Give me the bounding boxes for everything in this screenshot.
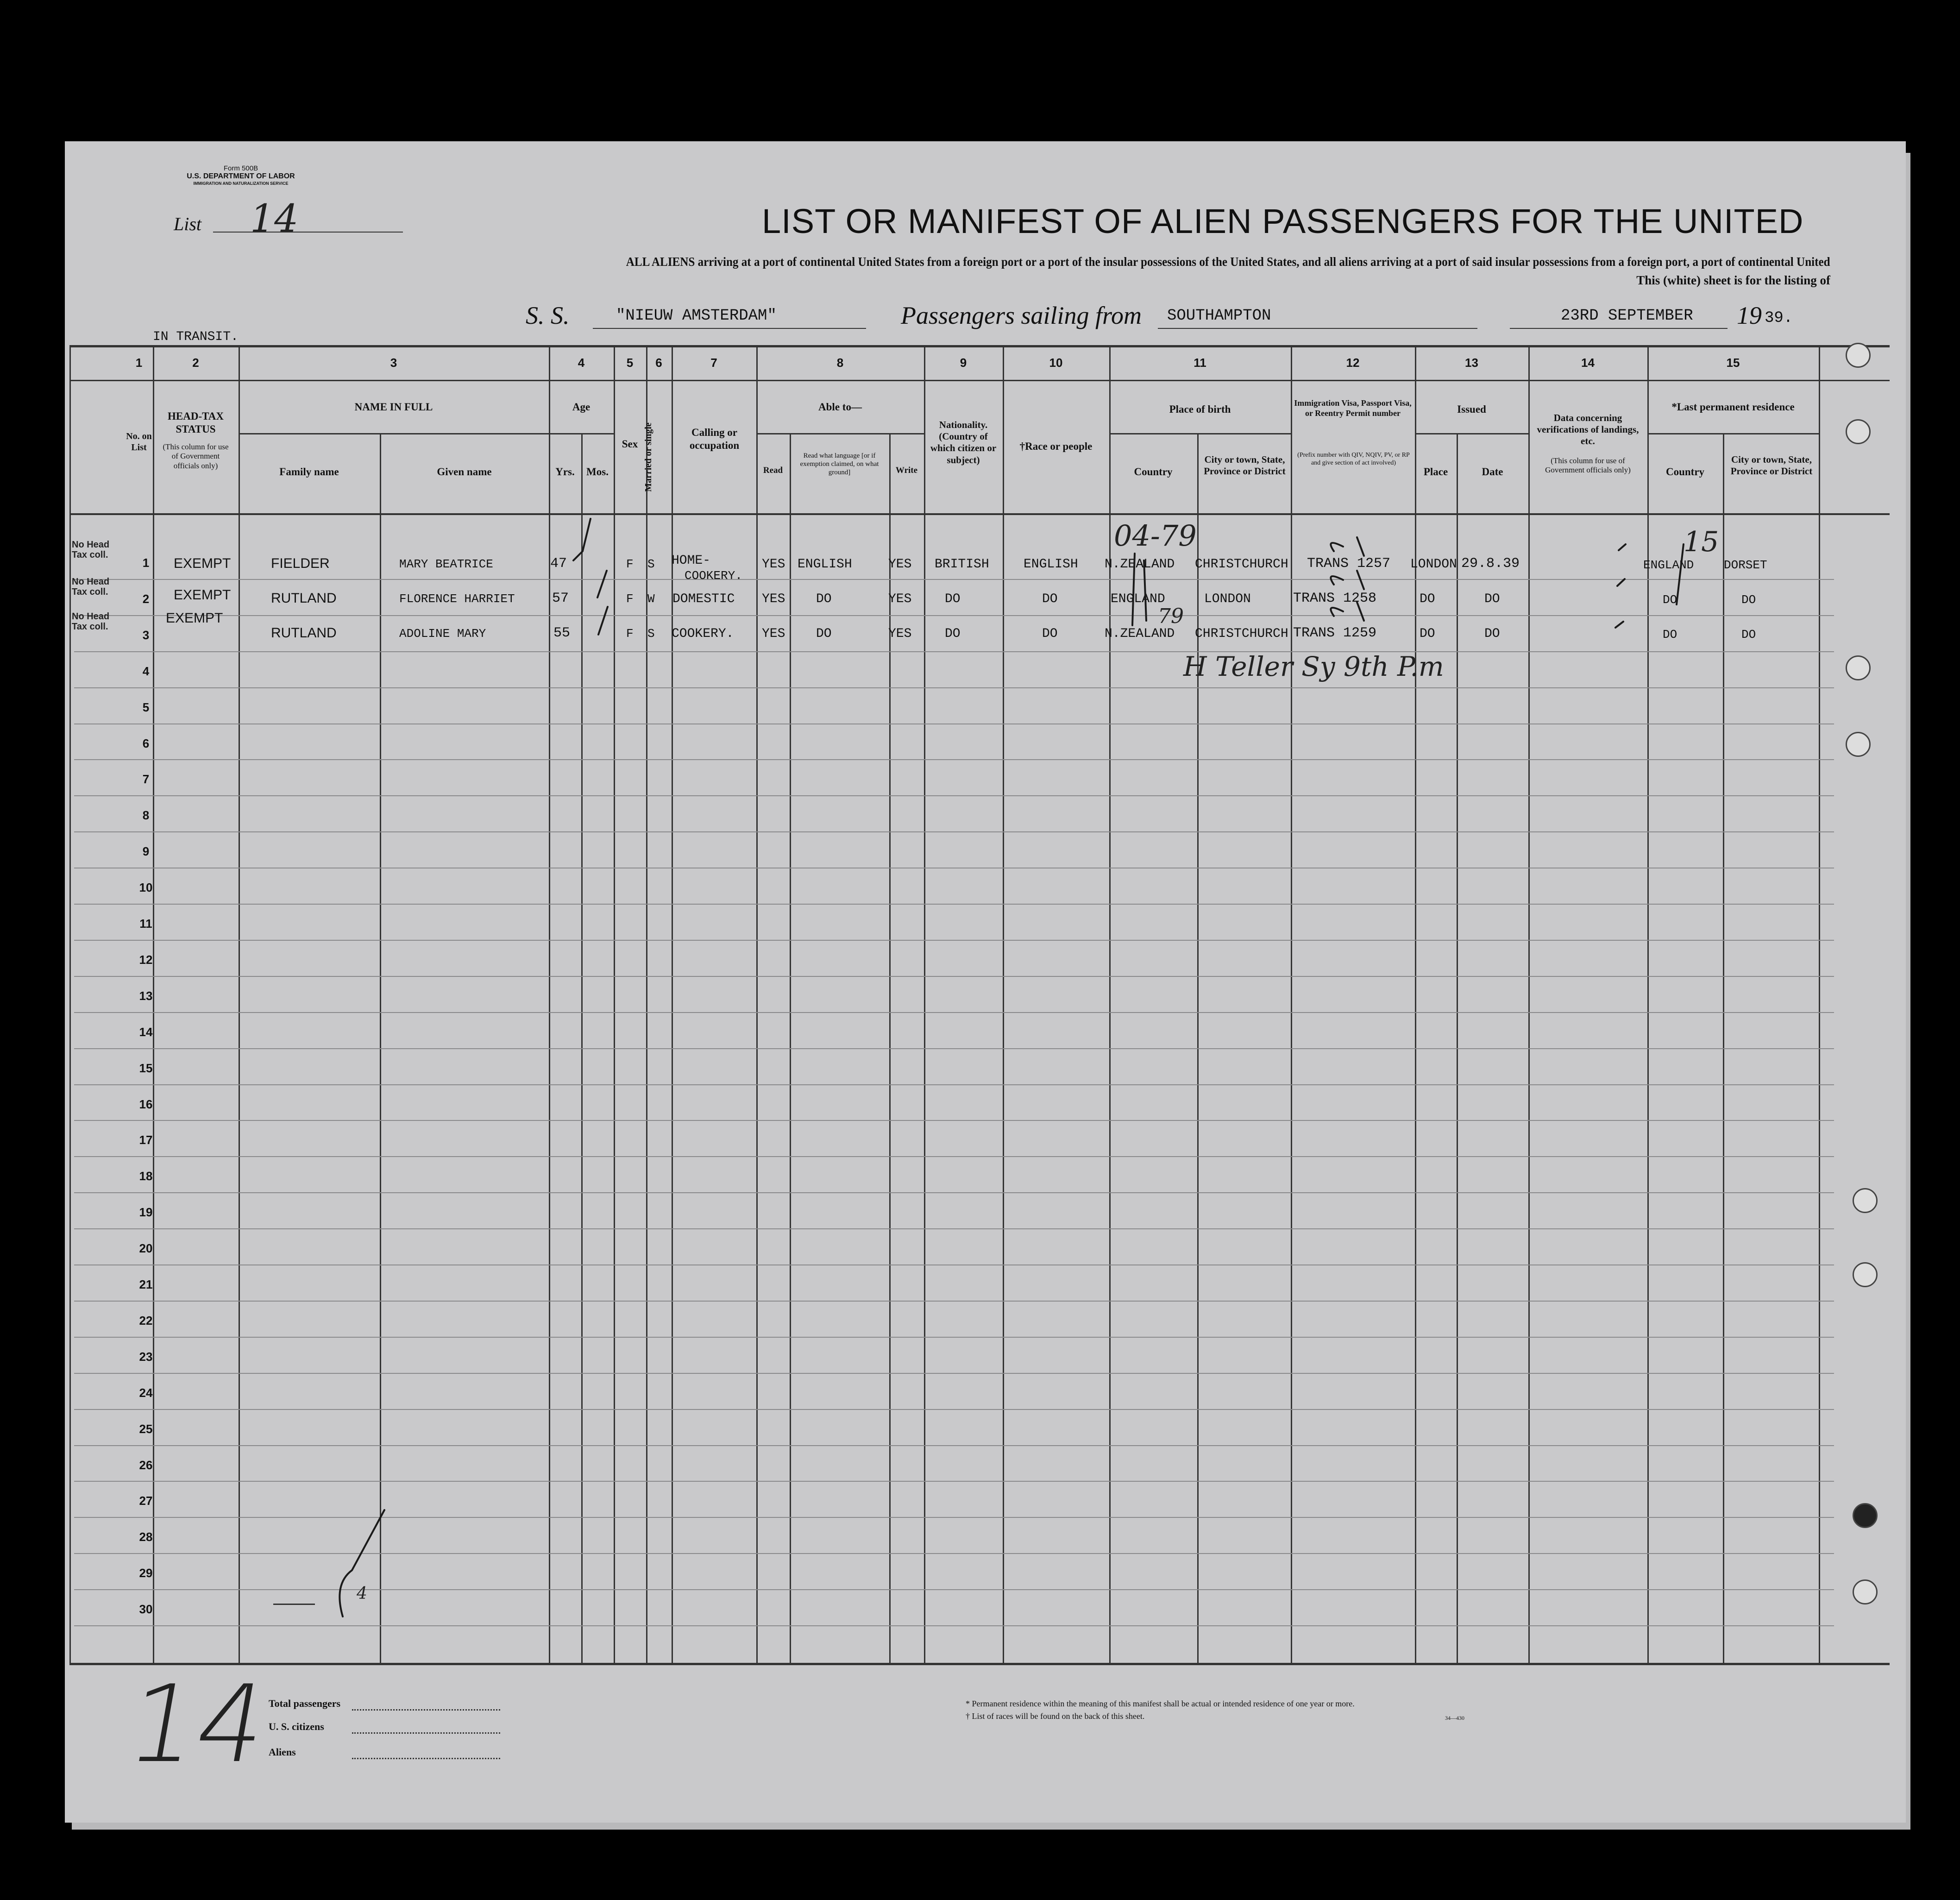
visa-row-3: TRANS 1259 (1293, 625, 1377, 641)
issued-subheader-line (1415, 433, 1528, 434)
res-city-row-2: DO (1741, 593, 1756, 607)
row-number: 16 (139, 1097, 153, 1111)
total-passengers-line (352, 1709, 500, 1711)
birth-city-row-1: CHRISTCHURCH (1195, 557, 1288, 572)
colnum-line (69, 380, 1890, 381)
row-rule (74, 1156, 1834, 1157)
row-number: 4 (142, 664, 150, 678)
row-rule (74, 1048, 1834, 1049)
colnum-1: 1 (135, 356, 143, 370)
write-row-1: YES (888, 557, 912, 572)
col-line-a (69, 345, 71, 1665)
binder-hole (1853, 1262, 1878, 1287)
nationality-row-2: DO (945, 592, 961, 606)
form-header (157, 164, 324, 186)
row-rule (74, 579, 1834, 580)
row-number: 22 (139, 1313, 153, 1327)
table-bottom-line (69, 1663, 1890, 1665)
language-row-2: DO (816, 592, 832, 606)
res-country-row-1: ENGLAND (1643, 558, 1694, 572)
us-citizens-line (352, 1732, 500, 1734)
col-line-q (1291, 345, 1292, 1665)
language-row-3: DO (816, 627, 832, 641)
colnum-11: 11 (1194, 356, 1206, 370)
hdr-sex: Sex (622, 438, 638, 450)
family-row-1: FIELDER (271, 556, 330, 571)
birth-city-row-3: CHRISTCHURCH (1195, 627, 1288, 641)
hdr-place-of-birth: Place of birth (1169, 403, 1231, 415)
birth-city-row-2: LONDON (1204, 592, 1251, 606)
footnote-races: † List of races will be found on the back of this sheet. (966, 1711, 1145, 1721)
sailing-label: Passengers sailing from (901, 302, 1142, 329)
hdr-nationality: Nationality. (Country of which citizen or subject) (930, 419, 997, 466)
col-line-o (1109, 345, 1111, 1665)
race-row-3: DO (1042, 627, 1058, 641)
given-row-3: ADOLINE MARY (399, 627, 486, 641)
col-line-u (1647, 345, 1649, 1665)
ss-label: S. S. (526, 302, 570, 329)
col-line-e (549, 345, 550, 1665)
col-line-l (889, 433, 891, 1665)
hdr-family-name: Family name (279, 466, 339, 478)
colnum-10: 10 (1049, 356, 1063, 370)
row-number: 14 (139, 1025, 153, 1039)
row-rule (74, 795, 1834, 796)
hdr-able-to: Able to— (818, 401, 862, 413)
write-row-3: YES (888, 627, 912, 641)
hdr-issued-place: Place (1423, 466, 1448, 478)
colnum-8: 8 (836, 356, 844, 370)
visa-row-1: TRANS 1257 (1307, 556, 1391, 572)
year-prefix: 19 (1737, 302, 1762, 329)
ship-underline (593, 328, 866, 329)
row-rule (74, 904, 1834, 905)
sex-row-3: F (626, 627, 634, 641)
row-number: 12 (139, 952, 153, 967)
form-number: Form 500B (223, 164, 258, 172)
row-rule (74, 1337, 1834, 1338)
col-line-j (756, 345, 758, 1665)
row-rule (74, 1012, 1834, 1013)
row-number: 10 (139, 881, 153, 895)
row-number: 8 (142, 808, 150, 823)
issued-place-row-2: DO (1420, 592, 1435, 606)
department: U.S. DEPARTMENT OF LABOR (187, 172, 295, 181)
binder-hole (1853, 1579, 1878, 1604)
col-line-t (1528, 345, 1530, 1665)
family-row-2: RUTLAND (271, 591, 337, 606)
age-row-1: 47 (550, 556, 567, 572)
binder-hole (1846, 655, 1871, 680)
date-underline (1510, 328, 1728, 329)
handwritten-note: H Teller Sy 9th P.m (1183, 651, 1444, 682)
hdr-yrs: Yrs. (555, 466, 575, 478)
birth-subheader-line (1109, 433, 1291, 434)
row-number: 23 (139, 1349, 153, 1364)
birth-country-row-1: N.ZEALAND (1105, 557, 1175, 572)
hdr-head-tax-note: (This column for use of Government officials only) (163, 442, 229, 470)
departure-port: SOUTHAMPTON (1167, 307, 1271, 325)
tax-note-row-3: No Head Tax coll. (72, 611, 110, 632)
row-number: 2 (142, 591, 150, 606)
row-rule (74, 1409, 1834, 1410)
colnum-14: 14 (1581, 356, 1595, 370)
language-row-1: ENGLISH (798, 557, 852, 572)
row-rule (74, 615, 1834, 616)
hdr-res-city: City or town, State, Province or District (1730, 454, 1813, 477)
colnum-3: 3 (390, 356, 397, 370)
row-rule (74, 687, 1834, 688)
colnum-13: 13 (1465, 356, 1478, 370)
colnum-7: 7 (710, 356, 717, 370)
footnote-residence: * Permanent residence within the meaning of this manifest shall be actual or intended residence of one year or more. (966, 1699, 1355, 1708)
occupation-row-2: DOMESTIC (672, 592, 735, 606)
binder-hole (1853, 1503, 1878, 1528)
age-row-2: 57 (552, 591, 569, 606)
hdr-birth-city: City or town, State, Province or District (1204, 454, 1286, 477)
marital-row-1: S (647, 557, 655, 571)
row-rule (74, 1517, 1834, 1518)
occupation-row-1: HOME- (672, 554, 711, 568)
row-number: 11 (139, 917, 152, 931)
ship-name: "NIEUW AMSTERDAM" (616, 307, 777, 325)
status-row-2: EXEMPT (174, 587, 231, 603)
form-code: 34—430 (1445, 1715, 1464, 1721)
row-number: 6 (142, 736, 150, 750)
colnum-2: 2 (192, 356, 199, 370)
row-number: 30 (139, 1602, 153, 1617)
us-citizens-label: U. S. citizens (269, 1721, 324, 1732)
year-suffix: 39. (1765, 309, 1793, 327)
race-row-1: ENGLISH (1024, 557, 1078, 572)
hdr-no-on-list: No. on List (126, 431, 152, 453)
row-number: 24 (139, 1385, 153, 1400)
res-city-row-3: DO (1741, 628, 1756, 642)
col-line-h (646, 345, 647, 1665)
hdr-landings: Data concerning verifications of landings, etc. (1537, 412, 1639, 447)
row-rule (74, 1084, 1834, 1085)
row-rule (74, 831, 1834, 832)
row-number: 26 (139, 1458, 153, 1472)
col-line-i (672, 345, 673, 1665)
row-rule (74, 651, 1834, 652)
col-line-r (1415, 345, 1416, 1665)
hdr-married: Married or single (643, 422, 653, 492)
col-line-c (239, 345, 240, 1665)
subtitle-line-1: ALL ALIENS arriving at a port of continental United States from a foreign port or a port of the insular possessions of the United States, and all aliens arriving at a port of said insular possessions from a foreign port, a port of continental United (626, 255, 1830, 269)
issued-place-row-3: DO (1420, 627, 1435, 641)
hdr-calling: Calling or occupation (689, 427, 740, 451)
binder-hole (1846, 343, 1871, 368)
write-row-2: YES (888, 592, 912, 606)
status-row-1: EXEMPT (174, 556, 231, 571)
aliens-line (352, 1758, 500, 1759)
nationality-row-3: DO (945, 627, 961, 641)
read-row-2: YES (762, 592, 785, 606)
colnum-9: 9 (960, 356, 967, 370)
name-subheader-line (239, 433, 549, 434)
colnum-12: 12 (1346, 356, 1360, 370)
issued-date-row-2: DO (1484, 592, 1500, 606)
service: IMMIGRATION AND NATURALIZATION SERVICE (193, 181, 289, 186)
row30-mark: 4 (357, 1584, 367, 1603)
col-line-d (380, 433, 381, 1665)
colnum-4: 4 (578, 356, 585, 370)
res-country-row-3: DO (1663, 628, 1677, 642)
total-passengers-label: Total passengers (269, 1698, 341, 1709)
issued-date-row-3: DO (1484, 627, 1500, 641)
hdr-age: Age (572, 401, 591, 413)
given-row-1: MARY BEATRICE (399, 557, 493, 571)
res-city-row-1: DORSET (1724, 558, 1767, 572)
sex-row-1: F (626, 557, 634, 571)
occupation-row-3: COOKERY. (672, 627, 734, 641)
hdr-res-country: Country (1665, 466, 1705, 478)
row30-dash (273, 1604, 315, 1605)
row-rule (74, 1301, 1834, 1302)
row-number: 27 (139, 1494, 153, 1508)
row-number: 15 (139, 1061, 153, 1075)
age-row-3: 55 (553, 625, 571, 641)
binder-hole (1846, 419, 1871, 444)
aliens-label: Aliens (269, 1746, 296, 1758)
hdr-head-tax: HEAD-TAX STATUS (168, 410, 224, 435)
hdr-landings-note: (This column for use of Government officials only) (1545, 456, 1631, 475)
able-subheader-line (756, 433, 924, 434)
tax-note-row-1: No Head Tax coll. (72, 540, 110, 560)
col-line-v (1723, 433, 1724, 1665)
marital-row-3: S (647, 627, 655, 641)
hdr-write: Write (895, 466, 918, 475)
row-rule (74, 1445, 1834, 1446)
hdr-birth-country: Country (1134, 466, 1173, 478)
marital-row-2: W (647, 592, 655, 606)
residence-code: 15 (1684, 526, 1719, 558)
issued-place-row-1: LONDON (1410, 557, 1457, 572)
col-line-p (1197, 433, 1199, 1665)
binder-hole (1846, 732, 1871, 757)
hdr-read: Read (763, 466, 783, 475)
hdr-mos: Mos. (586, 466, 609, 478)
row-number: 13 (139, 988, 153, 1003)
birth-country-row-2: ENGLAND (1111, 592, 1165, 606)
bottom-page-mark: 14 (119, 1663, 276, 1787)
hdr-read-what: Read what language [or if exemption claimed, on what ground] (800, 452, 879, 476)
issued-date-row-1: 29.8.39 (1461, 556, 1520, 572)
row-rule (74, 1228, 1834, 1229)
port-underline (1158, 328, 1477, 329)
table-top-line (69, 345, 1890, 347)
col-line-s (1457, 433, 1458, 1665)
hdr-issued-date: Date (1482, 466, 1503, 478)
col-line-w (1819, 345, 1820, 1665)
row-number: 9 (142, 844, 150, 859)
row-rule (74, 1373, 1834, 1374)
binder-hole (1853, 1188, 1878, 1213)
given-row-2: FLORENCE HARRIET (399, 592, 515, 606)
visa-row-2: TRANS 1258 (1293, 591, 1377, 606)
row-number: 5 (142, 700, 150, 714)
row-rule (74, 1589, 1834, 1590)
row-number: 21 (139, 1277, 153, 1291)
nationality-row-1: BRITISH (935, 557, 989, 572)
col-line-m (924, 345, 925, 1665)
birth-country-row-3: N.ZEALAND (1105, 627, 1175, 641)
row-rule (74, 1120, 1834, 1121)
list-number: 14 (250, 197, 299, 241)
row-rule (74, 1625, 1834, 1626)
row-rule (74, 940, 1834, 941)
sex-row-2: F (626, 592, 634, 606)
row-rule (74, 1481, 1834, 1482)
col-line-f (581, 433, 583, 1665)
race-row-2: DO (1042, 592, 1058, 606)
list-label: List (174, 214, 202, 234)
row-number: 19 (139, 1205, 153, 1220)
col-line-k (790, 433, 791, 1665)
row-number: 25 (139, 1422, 153, 1436)
row-rule (74, 976, 1834, 977)
occupation2-row-1: COOKERY. (685, 569, 742, 583)
row-rule (74, 759, 1834, 760)
hdr-race: †Race or people (1019, 440, 1093, 452)
tax-note-row-2: No Head Tax coll. (72, 577, 110, 597)
row-number: 1 (142, 556, 150, 570)
hdr-visa: Immigration Visa, Passport Visa, or Reentry Permit number (1294, 398, 1412, 418)
in-transit: IN TRANSIT. (153, 330, 239, 344)
manifest-sheet (65, 141, 1906, 1823)
row-number: 20 (139, 1241, 153, 1256)
hdr-issued: Issued (1457, 403, 1486, 415)
row-number: 3 (142, 628, 150, 642)
row-number: 18 (139, 1169, 153, 1183)
row-rule (74, 1192, 1834, 1193)
read-row-1: YES (762, 557, 785, 572)
status-row-3: EXEMPT (166, 610, 223, 626)
birth-code-row-3: 79 (1158, 604, 1184, 628)
row-number: 17 (139, 1133, 153, 1147)
col-line-g (614, 345, 615, 1665)
hdr-visa-note: (Prefix number with QIV, NQIV, PV, or RP and give section of act involved) (1297, 452, 1410, 466)
colnum-15: 15 (1726, 356, 1740, 370)
row-rule (74, 1553, 1834, 1554)
header-bottom-line (69, 513, 1890, 515)
col-line-n (1003, 345, 1004, 1665)
family-row-3: RUTLAND (271, 625, 337, 641)
birth-code-row-1: 04-79 (1114, 519, 1197, 553)
list-underline (213, 232, 403, 233)
hdr-last-residence: *Last permanent residence (1671, 401, 1795, 413)
subtitle-line-2: This (white) sheet is for the listing of (1636, 273, 1830, 287)
hdr-given-name: Given name (437, 466, 492, 478)
row-number: 7 (142, 772, 150, 786)
departure-date: 23RD SEPTEMBER (1561, 307, 1693, 325)
hdr-name-in-full: NAME IN FULL (354, 401, 433, 413)
row-number: 29 (139, 1566, 153, 1580)
read-row-3: YES (762, 627, 785, 641)
colnum-5: 5 (626, 356, 634, 370)
residence-subheader-line (1647, 433, 1819, 434)
colnum-6: 6 (655, 356, 662, 370)
row-number: 28 (139, 1530, 153, 1544)
res-country-row-2: DO (1663, 593, 1677, 607)
page-title: LIST OR MANIFEST OF ALIEN PASSENGERS FOR THE UNITED (762, 202, 1804, 240)
